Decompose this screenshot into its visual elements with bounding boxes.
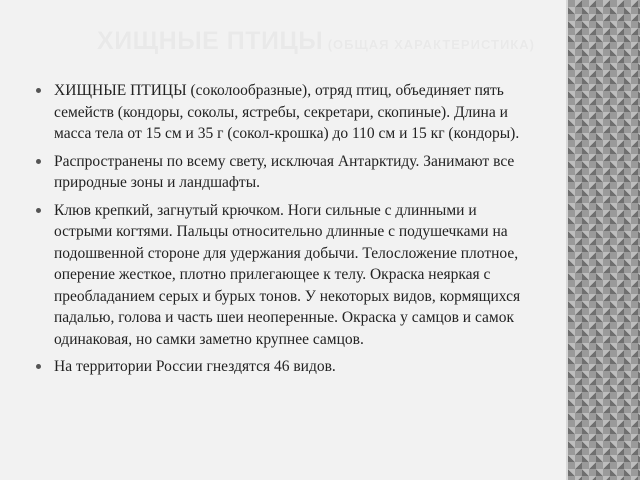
slide-title xyxy=(96,28,536,54)
bullet-text: Распространены по всему свету, исключая Антарктиду. Занимают все природные зоны и ландшафты. xyxy=(54,152,515,191)
bullet-item xyxy=(36,200,526,351)
decorative-pattern-strip xyxy=(568,0,640,480)
bullet-dot-icon xyxy=(36,208,41,213)
bullet-item xyxy=(36,356,526,378)
bullet-dot-icon xyxy=(36,88,41,93)
bullet-dot-icon xyxy=(36,159,41,164)
bullet-list xyxy=(36,80,526,384)
bullet-text: ХИЩНЫЕ ПТИЦЫ (соколообразные), отряд птиц, объединяет пять семейств (кондоры, соколы, ястребы, секретари, скопиные). Длина и масса тела от 15 см и 35 г (сокол-крошка) до 110 см и 15 кг (кондоры). xyxy=(54,82,520,142)
bullet-text: Клюв крепкий, загнутый крючком. Ноги сильные с длинными и острыми когтями. Пальцы относительно длинные с подушечками на подошвенной стороне для удержания добычи. Телосложение плотное, оперение жесткое, плотно прилегающее к телу. Окраска неяркая с преобладанием серых и бурых тонов. У некоторых видов, кормящихся падалью, голова и часть шеи неоперенные. Окраска у самцов и самок одинаковая, но самки заметно крупнее самцов. xyxy=(54,201,521,348)
bullet-item xyxy=(36,80,526,145)
slide-title-main: ХИЩНЫЕ ПТИЦЫ xyxy=(97,27,324,55)
bullet-item xyxy=(36,151,526,194)
bullet-dot-icon xyxy=(36,364,41,369)
bullet-text: На территории России гнездятся 46 видов. xyxy=(54,358,336,375)
slide-title-sub: (ОБЩАЯ ХАРАКТЕРИСТИКА) xyxy=(327,37,535,52)
